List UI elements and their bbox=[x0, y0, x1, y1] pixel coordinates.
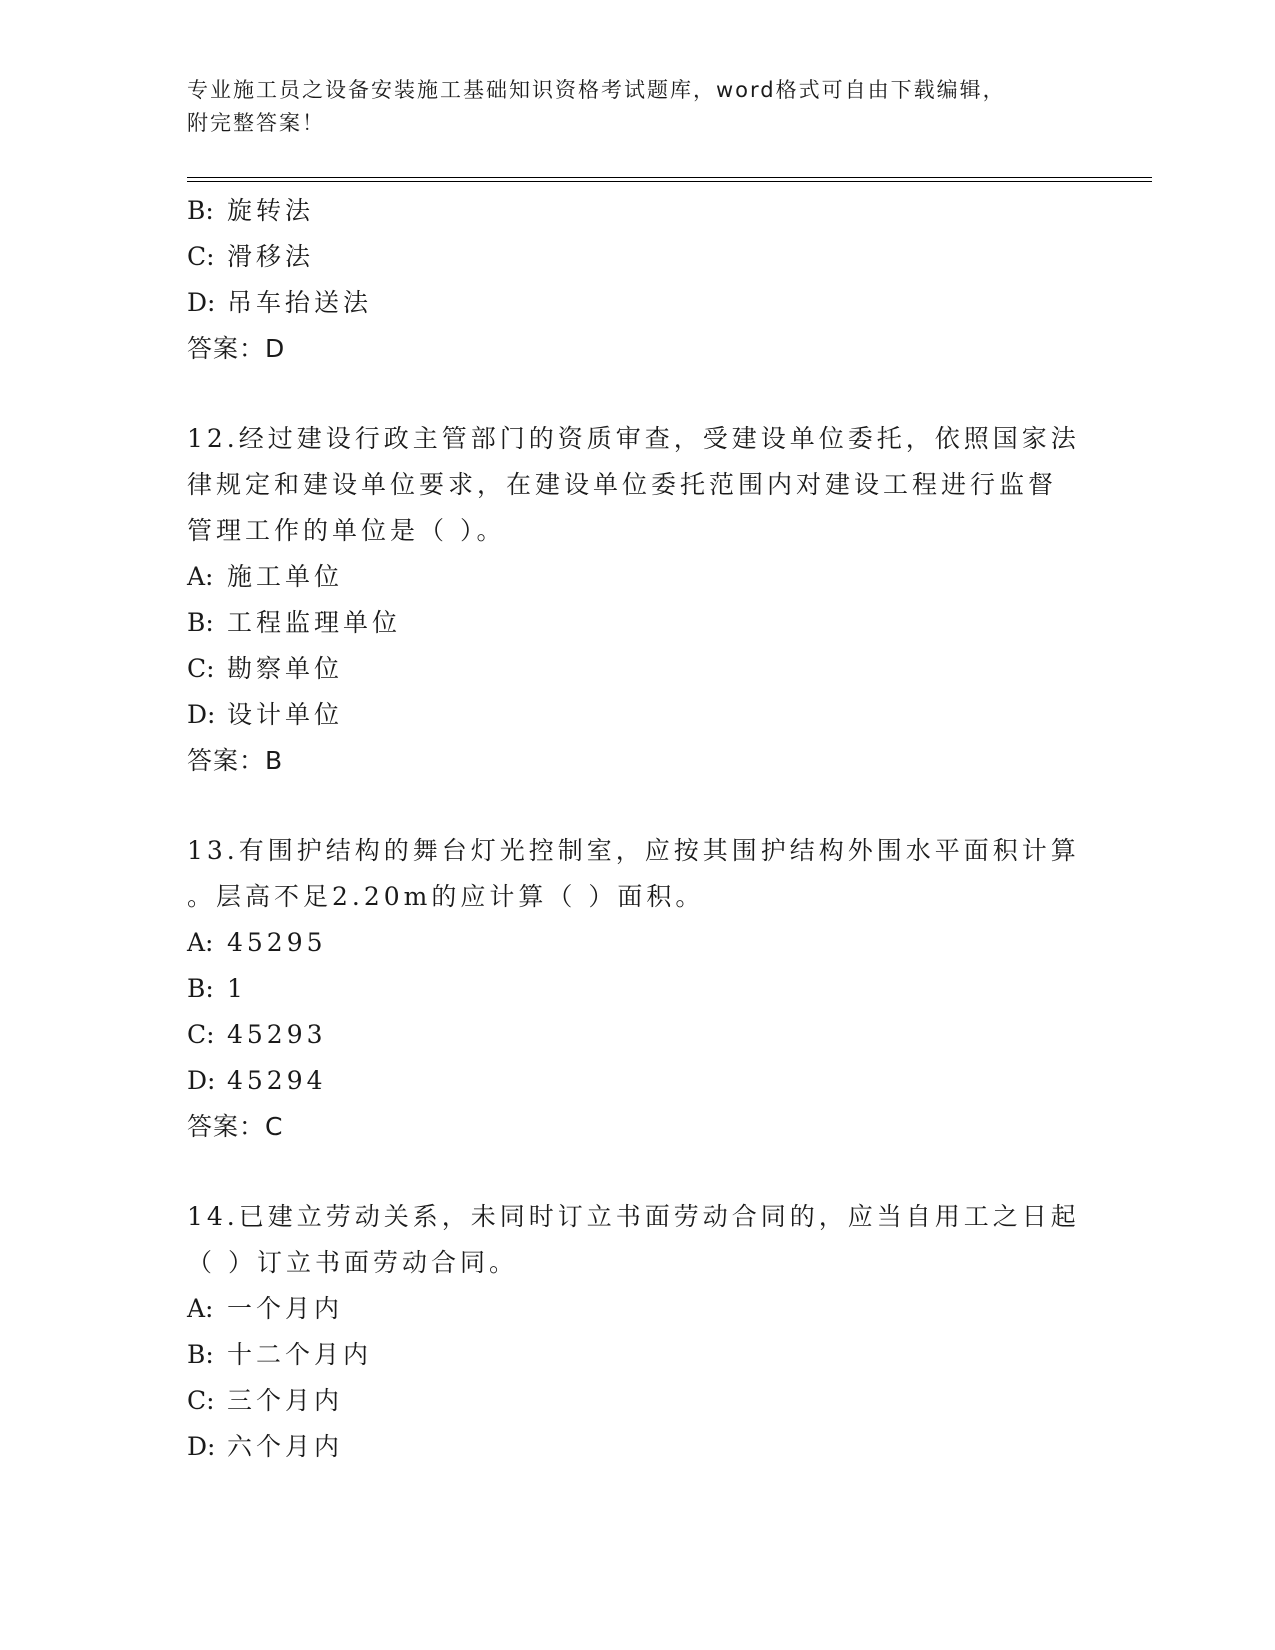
question-text-line: 14.已建立劳动关系，未同时订立书面劳动合同的，应当自用工之日起 bbox=[187, 1202, 1080, 1231]
option-row bbox=[187, 554, 1087, 600]
option-text: 45295 bbox=[227, 928, 327, 957]
option-text: 滑移法 bbox=[227, 242, 315, 271]
option-key: B: bbox=[187, 608, 214, 637]
option-row bbox=[187, 692, 1087, 738]
answer-line: 答案：D bbox=[187, 334, 286, 363]
question-text-line: （ ）订立书面劳动合同。 bbox=[187, 1248, 518, 1277]
option-key: C: bbox=[187, 242, 215, 271]
question-text-line: 管理工作的单位是（ ）。 bbox=[187, 516, 506, 545]
block-spacer bbox=[187, 372, 1087, 416]
question-text-line: 12.经过建设行政主管部门的资质审查，受建设单位委托，依照国家法 bbox=[187, 424, 1080, 453]
page-header bbox=[187, 74, 1067, 140]
block-spacer bbox=[187, 1150, 1087, 1194]
option-text: 1 bbox=[227, 974, 247, 1003]
question-block-12 bbox=[187, 416, 1087, 784]
question-block-13 bbox=[187, 828, 1087, 1150]
option-key: B: bbox=[187, 196, 214, 225]
option-key: A: bbox=[187, 928, 214, 957]
answer-line: 答案：C bbox=[187, 1112, 284, 1141]
option-key: D: bbox=[187, 1066, 216, 1095]
option-row bbox=[187, 646, 1087, 692]
option-key: B: bbox=[187, 974, 214, 1003]
question-text-line: 。层高不足2.20m的应计算（ ）面积。 bbox=[187, 882, 705, 911]
option-row bbox=[187, 188, 1087, 234]
option-key: A: bbox=[187, 1294, 214, 1323]
answer-line: 答案：B bbox=[187, 746, 284, 775]
option-row bbox=[187, 600, 1087, 646]
option-row bbox=[187, 966, 1087, 1012]
option-key: D: bbox=[187, 288, 216, 317]
option-row bbox=[187, 1332, 1087, 1378]
option-text: 旋转法 bbox=[227, 196, 315, 225]
option-text: 设计单位 bbox=[227, 700, 344, 729]
option-row bbox=[187, 1058, 1087, 1104]
question-text-line: 律规定和建设单位要求，在建设单位委托范围内对建设工程进行监督 bbox=[187, 470, 1058, 499]
option-row bbox=[187, 920, 1087, 966]
option-row bbox=[187, 1286, 1087, 1332]
option-text: 一个月内 bbox=[227, 1294, 344, 1323]
question-text-line: 13.有围护结构的舞台灯光控制室，应按其围护结构外围水平面积计算 bbox=[187, 836, 1080, 865]
option-text: 六个月内 bbox=[227, 1432, 344, 1461]
option-text: 勘察单位 bbox=[227, 654, 344, 683]
option-row bbox=[187, 1378, 1087, 1424]
option-key: A: bbox=[187, 562, 214, 591]
option-key: D: bbox=[187, 700, 216, 729]
option-row bbox=[187, 280, 1087, 326]
option-text: 吊车抬送法 bbox=[227, 288, 373, 317]
option-text: 45294 bbox=[227, 1066, 327, 1095]
option-key: C: bbox=[187, 654, 215, 683]
option-key: C: bbox=[187, 1386, 215, 1415]
block-spacer bbox=[187, 784, 1087, 828]
option-key: C: bbox=[187, 1020, 215, 1049]
option-text: 十二个月内 bbox=[227, 1340, 373, 1369]
option-row bbox=[187, 234, 1087, 280]
header-line-1: 专业施工员之设备安装施工基础知识资格考试题库，word格式可自由下载编辑， bbox=[187, 78, 1006, 102]
header-rule-bottom bbox=[187, 181, 1152, 182]
header-rule-top bbox=[187, 177, 1152, 178]
question-block-14 bbox=[187, 1194, 1087, 1470]
option-text: 施工单位 bbox=[227, 562, 344, 591]
option-key: D: bbox=[187, 1432, 216, 1461]
option-text: 工程监理单位 bbox=[227, 608, 402, 637]
option-text: 45293 bbox=[227, 1020, 327, 1049]
question-body bbox=[187, 188, 1087, 1470]
option-row bbox=[187, 1424, 1087, 1470]
option-text: 三个月内 bbox=[227, 1386, 344, 1415]
header-line-2: 附完整答案！ bbox=[187, 111, 325, 135]
option-key: B: bbox=[187, 1340, 214, 1369]
question-block-11 bbox=[187, 188, 1087, 372]
option-row bbox=[187, 1012, 1087, 1058]
